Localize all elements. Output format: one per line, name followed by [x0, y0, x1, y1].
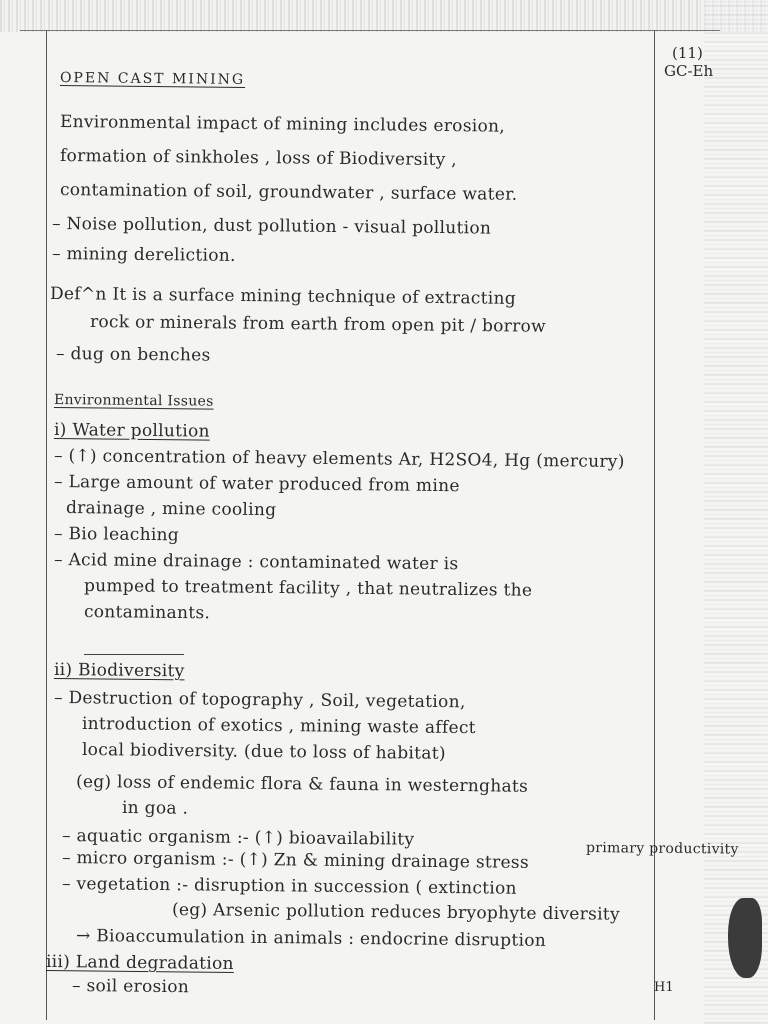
- scan-noise-top: [0, 0, 768, 32]
- ink-blot: [728, 898, 762, 978]
- water-line-2: – Large amount of water produced from mine: [53, 472, 460, 497]
- bio-line-3: local biodiversity. (due to loss of habitat): [81, 740, 446, 764]
- bio-line-2: introduction of exotics , mining waste affect: [81, 714, 476, 739]
- text-line-4: – Noise pollution, dust pollution - visual pollution: [51, 214, 492, 239]
- right-margin-line: [654, 30, 655, 1020]
- text-line-1: Environmental impact of mining includes erosion,: [59, 112, 506, 137]
- definition-line-2: rock or minerals from earth from open pit / borrow: [89, 312, 547, 337]
- section-heading-environmental-issues: Environmental Issues: [53, 392, 214, 410]
- left-margin-line: [46, 30, 47, 1020]
- bio-line-6: – aquatic organism :- (↑) bioavailability: [61, 826, 415, 850]
- bio-line-9: (eg) Arsenic pollution reduces bryophyte diversity: [171, 900, 621, 925]
- scan-noise-right: [704, 0, 768, 1024]
- water-line-3: drainage , mine cooling: [65, 498, 277, 521]
- bio-line-1: – Destruction of topography , Soil, vegetation,: [53, 688, 466, 713]
- water-line-4: – Bio leaching: [53, 524, 180, 546]
- page-top-rule: [20, 30, 720, 31]
- bio-line-8: – vegetation :- disruption in succession ( extinction: [61, 874, 517, 899]
- land-line-1: – soil erosion: [71, 976, 190, 998]
- text-line-3: contamination of soil, groundwater , surface water.: [59, 180, 518, 205]
- definition-line-1: Def^n It is a surface mining technique of extracting: [49, 284, 517, 309]
- bio-line-10: → Bioaccumulation in animals : endocrine disruption: [75, 926, 547, 951]
- text-line-5: – mining dereliction.: [51, 244, 236, 266]
- bio-line-5: in goa .: [121, 798, 189, 819]
- page-number: (11): [672, 44, 703, 62]
- footer-number: H1: [654, 980, 674, 995]
- page-code: GC-Eh: [664, 62, 714, 80]
- water-line-7: contaminants.: [83, 602, 211, 624]
- subheading-land-degradation: iii) Land degradation: [45, 952, 234, 974]
- bio-line-4: (eg) loss of endemic flora & fauna in westernghats: [75, 772, 529, 797]
- page-title: OPEN CAST MINING: [59, 70, 246, 88]
- text-line-2: formation of sinkholes , loss of Biodiversity ,: [59, 146, 458, 171]
- subheading-water-pollution: i) Water pollution: [53, 420, 210, 442]
- water-line-1: – (↑) concentration of heavy elements Ar, H2SO4, Hg (mercury): [53, 446, 625, 472]
- bio-side-note: primary productivity: [585, 840, 739, 858]
- subheading-biodiversity: ii) Biodiversity: [53, 660, 185, 682]
- biodiversity-overline: [84, 654, 184, 655]
- water-line-5: – Acid mine drainage : contaminated water is: [53, 550, 459, 575]
- bio-line-7: – micro organism :- (↑) Zn & mining drainage stress: [61, 848, 530, 873]
- water-line-6: pumped to treatment facility , that neutralizes the: [83, 576, 533, 601]
- definition-line-3: – dug on benches: [55, 344, 211, 366]
